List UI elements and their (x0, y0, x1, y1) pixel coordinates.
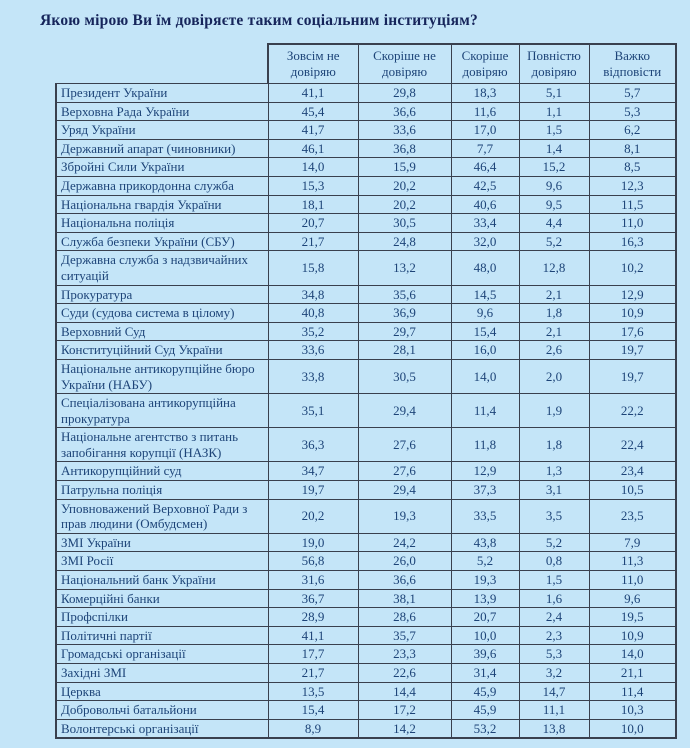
value-cell: 5,2 (519, 232, 589, 251)
value-cell: 19,7 (589, 341, 676, 360)
table-row (56, 701, 676, 720)
value-cell: 28,9 (268, 608, 358, 627)
value-cell: 4,4 (519, 214, 589, 233)
value-cell: 40,8 (268, 304, 358, 323)
value-cell: 21,1 (589, 664, 676, 683)
column-header-2: Скоріше не довіряю (358, 44, 451, 84)
value-cell: 5,3 (519, 645, 589, 664)
value-cell: 21,7 (268, 664, 358, 683)
value-cell: 41,1 (268, 84, 358, 103)
table-row (56, 285, 676, 304)
value-cell: 2,4 (519, 608, 589, 627)
value-cell: 30,5 (358, 359, 451, 393)
value-cell: 33,5 (451, 499, 519, 533)
row-label: Національне агентство з питань запобігання корупції (НАЗК) (56, 428, 268, 462)
value-cell: 12,9 (451, 462, 519, 481)
value-cell: 10,3 (589, 701, 676, 720)
value-cell: 27,6 (358, 428, 451, 462)
value-cell: 41,1 (268, 626, 358, 645)
value-cell: 5,1 (519, 84, 589, 103)
value-cell: 28,1 (358, 341, 451, 360)
table-row (56, 481, 676, 500)
value-cell: 31,4 (451, 664, 519, 683)
value-cell: 6,2 (589, 121, 676, 140)
row-label: Уповноважений Верховної Ради з прав людини (Омбудсмен) (56, 499, 268, 533)
table-row (56, 682, 676, 701)
row-label: Уряд України (56, 121, 268, 140)
value-cell: 10,9 (589, 626, 676, 645)
column-header-3: Скоріше довіряю (451, 44, 519, 84)
value-cell: 29,4 (358, 481, 451, 500)
value-cell: 33,6 (268, 341, 358, 360)
value-cell: 5,3 (589, 102, 676, 121)
value-cell: 45,9 (451, 701, 519, 720)
value-cell: 17,7 (268, 645, 358, 664)
document-page (0, 12, 690, 748)
value-cell: 1,9 (519, 394, 589, 428)
value-cell: 40,6 (451, 195, 519, 214)
value-cell: 2,0 (519, 359, 589, 393)
value-cell: 1,4 (519, 139, 589, 158)
value-cell: 17,2 (358, 701, 451, 720)
row-label: ЗМІ Росії (56, 552, 268, 571)
row-label: Верховний Суд (56, 322, 268, 341)
value-cell: 9,5 (519, 195, 589, 214)
value-cell: 9,6 (589, 589, 676, 608)
row-label: Суди (судова система в цілому) (56, 304, 268, 323)
table-row (56, 304, 676, 323)
value-cell: 27,6 (358, 462, 451, 481)
table-row (56, 645, 676, 664)
value-cell: 26,0 (358, 552, 451, 571)
row-label: Державна служба з надзвичайних ситуацій (56, 251, 268, 285)
value-cell: 36,7 (268, 589, 358, 608)
table-row (56, 394, 676, 428)
row-label: Прокуратура (56, 285, 268, 304)
value-cell: 5,2 (451, 552, 519, 571)
page-title: Якою мірою Ви їм довіряєте таким соціальним інституціям? (40, 12, 478, 29)
table-row (56, 341, 676, 360)
value-cell: 1,5 (519, 121, 589, 140)
value-cell: 11,0 (589, 571, 676, 590)
value-cell: 15,3 (268, 176, 358, 195)
value-cell: 20,7 (268, 214, 358, 233)
value-cell: 56,8 (268, 552, 358, 571)
value-cell: 12,9 (589, 285, 676, 304)
row-label: Спеціалізована антикорупційна прокуратура (56, 394, 268, 428)
value-cell: 46,1 (268, 139, 358, 158)
value-cell: 42,5 (451, 176, 519, 195)
value-cell: 1,1 (519, 102, 589, 121)
value-cell: 11,1 (519, 701, 589, 720)
value-cell: 2,6 (519, 341, 589, 360)
value-cell: 1,3 (519, 462, 589, 481)
table-row (56, 84, 676, 103)
row-label: Національний банк України (56, 571, 268, 590)
value-cell: 31,6 (268, 571, 358, 590)
row-label: Президент України (56, 84, 268, 103)
table-row (56, 589, 676, 608)
value-cell: 46,4 (451, 158, 519, 177)
value-cell: 5,7 (589, 84, 676, 103)
value-cell: 14,7 (519, 682, 589, 701)
row-label: Державний апарат (чиновники) (56, 139, 268, 158)
value-cell: 14,5 (451, 285, 519, 304)
table-row (56, 139, 676, 158)
value-cell: 22,6 (358, 664, 451, 683)
value-cell: 11,6 (451, 102, 519, 121)
trust-institutions-table (55, 43, 677, 739)
value-cell: 35,2 (268, 322, 358, 341)
value-cell: 21,7 (268, 232, 358, 251)
value-cell: 20,7 (451, 608, 519, 627)
value-cell: 8,9 (268, 719, 358, 738)
value-cell: 10,0 (451, 626, 519, 645)
value-cell: 36,6 (358, 102, 451, 121)
value-cell: 35,1 (268, 394, 358, 428)
value-cell: 19,3 (358, 499, 451, 533)
value-cell: 16,3 (589, 232, 676, 251)
row-label: Профспілки (56, 608, 268, 627)
value-cell: 10,2 (589, 251, 676, 285)
value-cell: 23,4 (589, 462, 676, 481)
value-cell: 9,6 (451, 304, 519, 323)
value-cell: 34,8 (268, 285, 358, 304)
value-cell: 8,5 (589, 158, 676, 177)
value-cell: 9,6 (519, 176, 589, 195)
value-cell: 22,4 (589, 428, 676, 462)
row-label: Політичні партії (56, 626, 268, 645)
value-cell: 17,0 (451, 121, 519, 140)
value-cell: 35,6 (358, 285, 451, 304)
value-cell: 19,3 (451, 571, 519, 590)
table-row (56, 533, 676, 552)
value-cell: 3,1 (519, 481, 589, 500)
value-cell: 36,8 (358, 139, 451, 158)
table-row (56, 626, 676, 645)
row-label: Національне антикорупційне бюро України (НАБУ) (56, 359, 268, 393)
table-row (56, 102, 676, 121)
value-cell: 35,7 (358, 626, 451, 645)
value-cell: 15,4 (268, 701, 358, 720)
table-row (56, 499, 676, 533)
table-row (56, 214, 676, 233)
column-header-5: Важко відповісти (589, 44, 676, 84)
value-cell: 15,4 (451, 322, 519, 341)
corner-cell (56, 44, 268, 84)
value-cell: 38,1 (358, 589, 451, 608)
row-label: Національна поліція (56, 214, 268, 233)
value-cell: 15,8 (268, 251, 358, 285)
value-cell: 53,2 (451, 719, 519, 738)
value-cell: 29,4 (358, 394, 451, 428)
value-cell: 15,9 (358, 158, 451, 177)
value-cell: 8,1 (589, 139, 676, 158)
column-header-4: Повністю довіряю (519, 44, 589, 84)
value-cell: 14,4 (358, 682, 451, 701)
value-cell: 11,4 (589, 682, 676, 701)
table-body (56, 84, 676, 739)
value-cell: 10,0 (589, 719, 676, 738)
value-cell: 0,8 (519, 552, 589, 571)
row-label: Служба безпеки України (СБУ) (56, 232, 268, 251)
value-cell: 19,7 (268, 481, 358, 500)
table-row (56, 571, 676, 590)
value-cell: 3,5 (519, 499, 589, 533)
row-label: Патрульна поліція (56, 481, 268, 500)
value-cell: 12,8 (519, 251, 589, 285)
row-label: Державна прикордонна служба (56, 176, 268, 195)
value-cell: 1,6 (519, 589, 589, 608)
row-label: Добровольчі батальйони (56, 701, 268, 720)
value-cell: 19,7 (589, 359, 676, 393)
value-cell: 15,2 (519, 158, 589, 177)
value-cell: 45,4 (268, 102, 358, 121)
value-cell: 11,8 (451, 428, 519, 462)
value-cell: 16,0 (451, 341, 519, 360)
value-cell: 20,2 (358, 176, 451, 195)
table-row (56, 322, 676, 341)
value-cell: 2,3 (519, 626, 589, 645)
value-cell: 36,9 (358, 304, 451, 323)
table-row (56, 158, 676, 177)
value-cell: 10,9 (589, 304, 676, 323)
table-row (56, 176, 676, 195)
table-row (56, 552, 676, 571)
row-label: Верховна Рада України (56, 102, 268, 121)
table-row (56, 121, 676, 140)
row-label: Національна гвардія України (56, 195, 268, 214)
value-cell: 7,9 (589, 533, 676, 552)
value-cell: 24,8 (358, 232, 451, 251)
table-row (56, 428, 676, 462)
value-cell: 22,2 (589, 394, 676, 428)
table-row (56, 664, 676, 683)
value-cell: 28,6 (358, 608, 451, 627)
column-header-1: Зовсім не довіряю (268, 44, 358, 84)
value-cell: 1,8 (519, 428, 589, 462)
value-cell: 19,5 (589, 608, 676, 627)
value-cell: 32,0 (451, 232, 519, 251)
value-cell: 14,2 (358, 719, 451, 738)
value-cell: 11,4 (451, 394, 519, 428)
value-cell: 2,1 (519, 285, 589, 304)
value-cell: 19,0 (268, 533, 358, 552)
row-label: Комерційні банки (56, 589, 268, 608)
value-cell: 17,6 (589, 322, 676, 341)
value-cell: 30,5 (358, 214, 451, 233)
value-cell: 12,3 (589, 176, 676, 195)
value-cell: 13,8 (519, 719, 589, 738)
value-cell: 18,1 (268, 195, 358, 214)
value-cell: 14,0 (268, 158, 358, 177)
value-cell: 14,0 (589, 645, 676, 664)
value-cell: 43,8 (451, 533, 519, 552)
value-cell: 36,6 (358, 571, 451, 590)
row-label: Церква (56, 682, 268, 701)
value-cell: 29,7 (358, 322, 451, 341)
value-cell: 39,6 (451, 645, 519, 664)
row-label: Конституційний Суд України (56, 341, 268, 360)
value-cell: 1,5 (519, 571, 589, 590)
value-cell: 33,4 (451, 214, 519, 233)
value-cell: 37,3 (451, 481, 519, 500)
table-row (56, 608, 676, 627)
row-label: Волонтерські організації (56, 719, 268, 738)
row-label: Громадські організації (56, 645, 268, 664)
value-cell: 34,7 (268, 462, 358, 481)
value-cell: 7,7 (451, 139, 519, 158)
row-label: Антикорупційний суд (56, 462, 268, 481)
value-cell: 33,6 (358, 121, 451, 140)
value-cell: 10,5 (589, 481, 676, 500)
value-cell: 36,3 (268, 428, 358, 462)
value-cell: 23,5 (589, 499, 676, 533)
table-row (56, 462, 676, 481)
value-cell: 13,5 (268, 682, 358, 701)
value-cell: 33,8 (268, 359, 358, 393)
row-label: Західні ЗМІ (56, 664, 268, 683)
value-cell: 41,7 (268, 121, 358, 140)
value-cell: 11,0 (589, 214, 676, 233)
table-row (56, 251, 676, 285)
value-cell: 13,2 (358, 251, 451, 285)
value-cell: 29,8 (358, 84, 451, 103)
value-cell: 2,1 (519, 322, 589, 341)
value-cell: 48,0 (451, 251, 519, 285)
value-cell: 20,2 (358, 195, 451, 214)
value-cell: 1,8 (519, 304, 589, 323)
value-cell: 13,9 (451, 589, 519, 608)
table-header-row (56, 44, 676, 84)
value-cell: 14,0 (451, 359, 519, 393)
table-row (56, 232, 676, 251)
value-cell: 11,5 (589, 195, 676, 214)
value-cell: 23,3 (358, 645, 451, 664)
value-cell: 3,2 (519, 664, 589, 683)
value-cell: 24,2 (358, 533, 451, 552)
value-cell: 20,2 (268, 499, 358, 533)
value-cell: 5,2 (519, 533, 589, 552)
table-row (56, 359, 676, 393)
value-cell: 18,3 (451, 84, 519, 103)
row-label: Збройні Сили України (56, 158, 268, 177)
value-cell: 45,9 (451, 682, 519, 701)
table-row (56, 195, 676, 214)
row-label: ЗМІ України (56, 533, 268, 552)
value-cell: 11,3 (589, 552, 676, 571)
